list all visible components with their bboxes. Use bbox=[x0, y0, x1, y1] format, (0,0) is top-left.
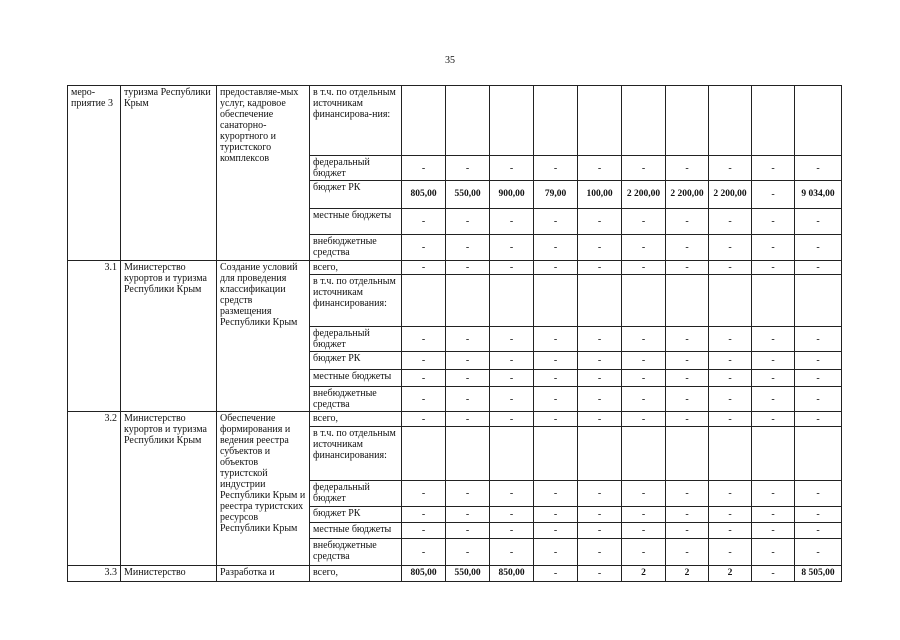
value-cell: - bbox=[795, 412, 842, 427]
executor: Министерство курортов и туризма Республики Крым bbox=[121, 412, 217, 566]
value-cell: - bbox=[578, 507, 622, 523]
value-cell: - bbox=[402, 209, 446, 235]
value-cell: - bbox=[446, 387, 490, 412]
value-cell: - bbox=[666, 539, 709, 566]
measure-number: 3.2 bbox=[68, 412, 121, 566]
value-cell: - bbox=[578, 566, 622, 582]
value-cell bbox=[446, 86, 490, 156]
value-cell bbox=[534, 275, 578, 327]
value-cell: - bbox=[446, 352, 490, 370]
value-cell: - bbox=[534, 539, 578, 566]
value-cell bbox=[666, 86, 709, 156]
value-cell: - bbox=[446, 481, 490, 507]
value-cell: - bbox=[752, 539, 795, 566]
value-cell bbox=[578, 86, 622, 156]
value-cell: - bbox=[666, 523, 709, 539]
value-cell bbox=[709, 275, 752, 327]
value-cell: - bbox=[666, 156, 709, 181]
value-cell: - bbox=[534, 387, 578, 412]
value-cell: - bbox=[752, 481, 795, 507]
table-row bbox=[68, 261, 842, 275]
funding-source: внебюджетные средства bbox=[310, 235, 402, 261]
measure-name: Создание условий для проведения классификации средств размещения Республики Крым bbox=[217, 261, 310, 412]
value-cell bbox=[490, 275, 534, 327]
value-cell: 2 200,00 bbox=[666, 181, 709, 209]
value-cell: - bbox=[446, 507, 490, 523]
value-cell: - bbox=[795, 523, 842, 539]
value-cell: - bbox=[402, 412, 446, 427]
value-cell: - bbox=[666, 412, 709, 427]
value-cell: - bbox=[402, 235, 446, 261]
value-cell bbox=[666, 427, 709, 481]
value-cell: 9 034,00 bbox=[795, 181, 842, 209]
value-cell: - bbox=[709, 539, 752, 566]
value-cell: - bbox=[446, 539, 490, 566]
value-cell bbox=[752, 427, 795, 481]
funding-source: местные бюджеты bbox=[310, 523, 402, 539]
value-cell: - bbox=[534, 523, 578, 539]
value-cell bbox=[752, 86, 795, 156]
executor: Министерство bbox=[121, 566, 217, 582]
value-cell: - bbox=[578, 523, 622, 539]
value-cell: - bbox=[752, 523, 795, 539]
value-cell: - bbox=[709, 352, 752, 370]
value-cell: - bbox=[666, 352, 709, 370]
value-cell: - bbox=[490, 156, 534, 181]
value-cell: - bbox=[622, 539, 666, 566]
value-cell: - bbox=[402, 481, 446, 507]
value-cell: - bbox=[752, 370, 795, 387]
funding-source: федеральный бюджет bbox=[310, 327, 402, 352]
value-cell: - bbox=[534, 481, 578, 507]
value-cell: - bbox=[446, 412, 490, 427]
value-cell: - bbox=[402, 261, 446, 275]
value-cell: - bbox=[752, 156, 795, 181]
funding-source: всего, bbox=[310, 566, 402, 582]
value-cell: - bbox=[490, 261, 534, 275]
executor: Министерство курортов и туризма Республики Крым bbox=[121, 261, 217, 412]
value-cell bbox=[795, 427, 842, 481]
value-cell: - bbox=[666, 387, 709, 412]
value-cell: - bbox=[490, 539, 534, 566]
value-cell: - bbox=[402, 387, 446, 412]
value-cell: - bbox=[534, 261, 578, 275]
value-cell: - bbox=[490, 412, 534, 427]
value-cell: 2 bbox=[622, 566, 666, 582]
funding-source: в т.ч. по отдельным источникам финансирования: bbox=[310, 427, 402, 481]
value-cell: - bbox=[534, 352, 578, 370]
funding-source: местные бюджеты bbox=[310, 209, 402, 235]
value-cell: - bbox=[752, 352, 795, 370]
value-cell: - bbox=[402, 539, 446, 566]
value-cell: - bbox=[666, 209, 709, 235]
value-cell: - bbox=[490, 507, 534, 523]
value-cell bbox=[534, 427, 578, 481]
value-cell: - bbox=[666, 481, 709, 507]
value-cell bbox=[795, 275, 842, 327]
value-cell: - bbox=[534, 566, 578, 582]
measure-number: 3.1 bbox=[68, 261, 121, 412]
value-cell bbox=[490, 427, 534, 481]
value-cell: - bbox=[795, 209, 842, 235]
value-cell: - bbox=[752, 327, 795, 352]
value-cell: - bbox=[534, 156, 578, 181]
value-cell: - bbox=[752, 209, 795, 235]
value-cell: - bbox=[752, 387, 795, 412]
value-cell: 805,00 bbox=[402, 181, 446, 209]
value-cell: - bbox=[795, 370, 842, 387]
financing-table bbox=[67, 85, 842, 582]
value-cell: - bbox=[709, 327, 752, 352]
value-cell: - bbox=[534, 209, 578, 235]
value-cell: - bbox=[402, 507, 446, 523]
value-cell: - bbox=[402, 156, 446, 181]
table-row bbox=[68, 412, 842, 427]
value-cell bbox=[446, 275, 490, 327]
value-cell bbox=[666, 275, 709, 327]
value-cell: - bbox=[490, 327, 534, 352]
measure-name: Обеспечение формирования и ведения реестра субъектов и объектов туристской индустрии Республики Крым и реестра туристских ресурсов Республики Крым bbox=[217, 412, 310, 566]
value-cell: - bbox=[578, 387, 622, 412]
value-cell: - bbox=[752, 235, 795, 261]
value-cell: - bbox=[622, 370, 666, 387]
value-cell: - bbox=[402, 327, 446, 352]
value-cell: - bbox=[795, 327, 842, 352]
value-cell: 900,00 bbox=[490, 181, 534, 209]
funding-source: местные бюджеты bbox=[310, 370, 402, 387]
value-cell: - bbox=[709, 370, 752, 387]
value-cell: - bbox=[578, 327, 622, 352]
value-cell: - bbox=[709, 235, 752, 261]
value-cell: - bbox=[402, 523, 446, 539]
funding-source: бюджет РК bbox=[310, 181, 402, 209]
value-cell: - bbox=[622, 523, 666, 539]
funding-source: всего, bbox=[310, 261, 402, 275]
funding-source: бюджет РК bbox=[310, 352, 402, 370]
funding-source: в т.ч. по отдельным источникам финансирова-ния: bbox=[310, 86, 402, 156]
value-cell: - bbox=[795, 539, 842, 566]
value-cell: - bbox=[578, 352, 622, 370]
value-cell: 8 505,00 bbox=[795, 566, 842, 582]
value-cell: 2 200,00 bbox=[622, 181, 666, 209]
value-cell bbox=[402, 275, 446, 327]
page-number: 35 bbox=[445, 55, 455, 66]
value-cell: - bbox=[622, 327, 666, 352]
executor: туризма Республики Крым bbox=[121, 86, 217, 261]
value-cell: - bbox=[666, 235, 709, 261]
value-cell: - bbox=[490, 523, 534, 539]
value-cell: - bbox=[666, 261, 709, 275]
value-cell: - bbox=[752, 566, 795, 582]
value-cell bbox=[578, 275, 622, 327]
value-cell bbox=[709, 86, 752, 156]
value-cell: - bbox=[795, 235, 842, 261]
value-cell: - bbox=[446, 209, 490, 235]
measure-name: предоставляе-мых услуг, кадровое обеспечение санаторно-курортного и туристского комплексов bbox=[217, 86, 310, 261]
funding-source: в т.ч. по отдельным источникам финансирования: bbox=[310, 275, 402, 327]
value-cell: - bbox=[490, 387, 534, 412]
value-cell: - bbox=[490, 481, 534, 507]
value-cell: - bbox=[622, 507, 666, 523]
value-cell: - bbox=[709, 387, 752, 412]
value-cell bbox=[402, 427, 446, 481]
value-cell: - bbox=[622, 481, 666, 507]
measure-number: 3.3 bbox=[68, 566, 121, 582]
funding-source: внебюджетные средства bbox=[310, 539, 402, 566]
value-cell: - bbox=[490, 370, 534, 387]
value-cell bbox=[578, 427, 622, 481]
value-cell: - bbox=[795, 261, 842, 275]
value-cell: - bbox=[534, 370, 578, 387]
value-cell: 805,00 bbox=[402, 566, 446, 582]
value-cell: 100,00 bbox=[578, 181, 622, 209]
measure-number: меро-приятие 3 bbox=[68, 86, 121, 261]
table-row bbox=[68, 86, 842, 156]
value-cell: 2 bbox=[666, 566, 709, 582]
value-cell bbox=[622, 275, 666, 327]
value-cell: - bbox=[534, 235, 578, 261]
value-cell: - bbox=[534, 412, 578, 427]
value-cell bbox=[446, 427, 490, 481]
value-cell: - bbox=[402, 352, 446, 370]
value-cell: - bbox=[709, 523, 752, 539]
value-cell: - bbox=[578, 481, 622, 507]
value-cell: - bbox=[578, 156, 622, 181]
value-cell: - bbox=[795, 387, 842, 412]
value-cell: - bbox=[752, 181, 795, 209]
value-cell: - bbox=[446, 156, 490, 181]
value-cell bbox=[490, 86, 534, 156]
value-cell: - bbox=[622, 412, 666, 427]
value-cell: 850,00 bbox=[490, 566, 534, 582]
value-cell bbox=[709, 427, 752, 481]
value-cell: - bbox=[622, 352, 666, 370]
value-cell: - bbox=[446, 235, 490, 261]
value-cell bbox=[402, 86, 446, 156]
value-cell: - bbox=[578, 261, 622, 275]
funding-source: бюджет РК bbox=[310, 507, 402, 523]
value-cell bbox=[622, 86, 666, 156]
value-cell: - bbox=[622, 209, 666, 235]
value-cell: - bbox=[709, 481, 752, 507]
value-cell bbox=[795, 86, 842, 156]
value-cell: - bbox=[446, 523, 490, 539]
value-cell: - bbox=[795, 481, 842, 507]
value-cell: - bbox=[709, 412, 752, 427]
value-cell: - bbox=[666, 370, 709, 387]
value-cell: - bbox=[446, 327, 490, 352]
value-cell: - bbox=[490, 209, 534, 235]
value-cell: - bbox=[578, 539, 622, 566]
value-cell: 79,00 bbox=[534, 181, 578, 209]
value-cell: - bbox=[709, 261, 752, 275]
funding-source: федеральный бюджет bbox=[310, 481, 402, 507]
value-cell: 550,00 bbox=[446, 181, 490, 209]
value-cell: - bbox=[752, 507, 795, 523]
value-cell: - bbox=[490, 352, 534, 370]
measure-name: Разработка и bbox=[217, 566, 310, 582]
value-cell: 2 200,00 bbox=[709, 181, 752, 209]
funding-source: всего, bbox=[310, 412, 402, 427]
value-cell: - bbox=[490, 235, 534, 261]
value-cell bbox=[534, 86, 578, 156]
value-cell: - bbox=[709, 209, 752, 235]
value-cell: - bbox=[709, 507, 752, 523]
value-cell: - bbox=[795, 507, 842, 523]
value-cell bbox=[622, 427, 666, 481]
value-cell: - bbox=[752, 412, 795, 427]
value-cell: 2 bbox=[709, 566, 752, 582]
value-cell: - bbox=[709, 156, 752, 181]
value-cell: - bbox=[622, 261, 666, 275]
value-cell: - bbox=[795, 352, 842, 370]
value-cell: - bbox=[622, 156, 666, 181]
value-cell: - bbox=[402, 370, 446, 387]
value-cell: - bbox=[578, 235, 622, 261]
value-cell: - bbox=[446, 261, 490, 275]
value-cell: - bbox=[578, 370, 622, 387]
value-cell: - bbox=[534, 507, 578, 523]
funding-source: федеральный бюджет bbox=[310, 156, 402, 181]
value-cell: - bbox=[666, 507, 709, 523]
funding-source: внебюджетные средства bbox=[310, 387, 402, 412]
value-cell: - bbox=[795, 156, 842, 181]
value-cell: - bbox=[578, 412, 622, 427]
value-cell: 550,00 bbox=[446, 566, 490, 582]
table-row bbox=[68, 566, 842, 582]
value-cell: - bbox=[446, 370, 490, 387]
value-cell: - bbox=[622, 387, 666, 412]
value-cell: - bbox=[666, 327, 709, 352]
value-cell: - bbox=[752, 261, 795, 275]
value-cell: - bbox=[622, 235, 666, 261]
value-cell bbox=[752, 275, 795, 327]
value-cell: - bbox=[534, 327, 578, 352]
value-cell: - bbox=[578, 209, 622, 235]
